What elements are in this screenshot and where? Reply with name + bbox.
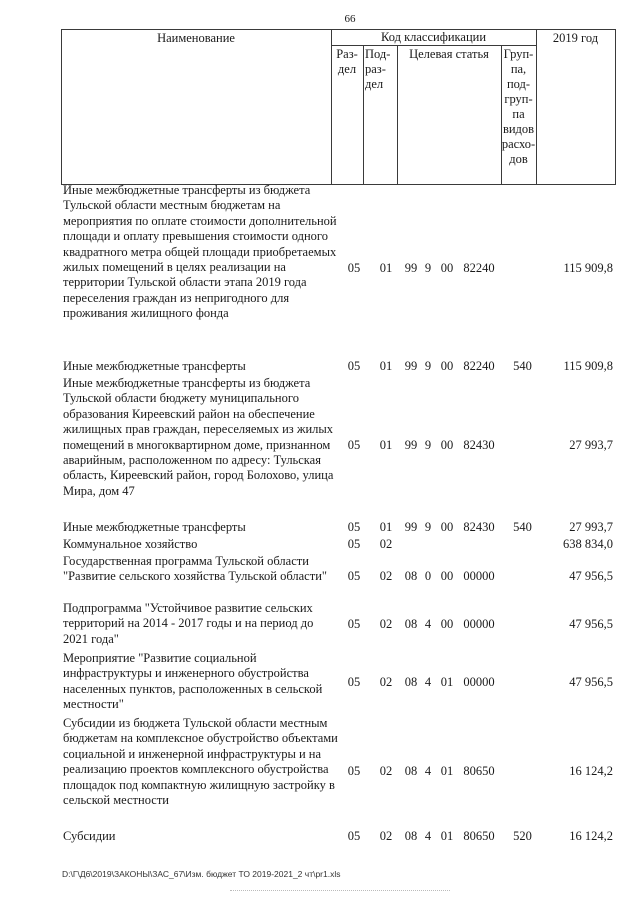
row-podrazdel: 02 — [379, 675, 393, 689]
row-amount: 27 993,7 — [569, 438, 613, 452]
table-header — [61, 29, 616, 185]
row-amount: 16 124,2 — [569, 829, 613, 843]
header-expense-group: Груп- па, под- груп- па видов расхо- дов — [501, 47, 536, 166]
row-razdel: 05 — [347, 617, 361, 631]
row-podrazdel: 01 — [379, 261, 393, 275]
row-cs-program: 99 — [404, 438, 418, 452]
row-name: Иные межбюджетные трансферты — [63, 359, 246, 373]
row-amount: 47 956,5 — [569, 675, 613, 689]
row-name: Коммунальное хозяйство — [63, 537, 198, 551]
row-cs-program: 99 — [404, 520, 418, 534]
row-razdel: 05 — [347, 261, 361, 275]
header-target-item: Целевая статья — [409, 47, 489, 61]
row-cs-event: 00 — [440, 569, 454, 583]
row-cs-program: 08 — [404, 569, 418, 583]
row-cs-event: 00 — [440, 359, 454, 373]
row-cs-event: 00 — [440, 261, 454, 275]
row-razdel: 05 — [347, 537, 361, 551]
row-expense-type: 540 — [513, 359, 532, 373]
header-name: Наименование — [157, 31, 235, 45]
row-name: Государственная программа Тульской области "Развитие сельского хозяйства Тульской области" — [63, 554, 327, 584]
row-name: Мероприятие "Развитие социальной инфраструктуры и инженерного обустройства населенных пунктов, расположенных в сельской местности" — [63, 651, 323, 712]
row-cs-direction: 00000 — [463, 675, 495, 689]
row-amount: 27 993,7 — [569, 520, 613, 534]
row-cs-subprogram: 9 — [424, 261, 432, 275]
scan-artifact — [230, 890, 450, 891]
row-podrazdel: 02 — [379, 569, 393, 583]
row-cs-subprogram: 9 — [424, 438, 432, 452]
row-podrazdel: 02 — [379, 764, 393, 778]
page-number: 66 — [344, 13, 356, 25]
row-razdel: 05 — [347, 520, 361, 534]
row-name: Иные межбюджетные трансферты — [63, 520, 246, 534]
row-cs-subprogram: 4 — [424, 617, 432, 631]
row-cs-event: 00 — [440, 520, 454, 534]
row-cs-direction: 82430 — [463, 520, 495, 534]
row-name: Субсидии из бюджета Тульской области местным бюджетам на комплексное обустройство объектами социальной и инженерной инфраструктуры и на реализацию проектов комплексного обустройства площадок под компактную жилищную застройку в сельской местности — [63, 716, 338, 808]
row-cs-direction: 82430 — [463, 438, 495, 452]
row-cs-subprogram: 4 — [424, 829, 432, 843]
row-podrazdel: 02 — [379, 617, 393, 631]
header-section: Раз- дел — [336, 47, 358, 76]
row-name: Подпрограмма "Устойчивое развитие сельских территорий на 2014 - 2017 годы и на период до 2021 года" — [63, 601, 314, 646]
row-amount: 16 124,2 — [569, 764, 613, 778]
row-razdel: 05 — [347, 438, 361, 452]
row-razdel: 05 — [347, 764, 361, 778]
row-podrazdel: 02 — [379, 537, 393, 551]
row-cs-direction: 80650 — [463, 829, 495, 843]
row-cs-subprogram: 0 — [424, 569, 432, 583]
row-cs-event: 01 — [440, 829, 454, 843]
row-name: Иные межбюджетные трансферты из бюджета Тульской области местным бюджетам на мероприятия по оплате стоимости дополнительной площади и оплату превышения стоимости одного квадратного метра общей площади приобретаемых жилых помещений в целях реализации на территории Тульской области этапа 2019 года переселения граждан из непригодного для проживания жилищного фонда — [63, 183, 337, 321]
row-cs-program: 08 — [404, 829, 418, 843]
row-cs-event: 00 — [440, 438, 454, 452]
header-subsection: Под- раз- дел — [365, 47, 391, 91]
header-year: 2019 год — [552, 31, 599, 45]
row-razdel: 05 — [347, 829, 361, 843]
row-name: Субсидии — [63, 829, 116, 843]
row-expense-type: 540 — [513, 520, 532, 534]
row-amount: 47 956,5 — [569, 569, 613, 583]
row-cs-subprogram: 4 — [424, 764, 432, 778]
row-cs-direction: 00000 — [463, 617, 495, 631]
row-cs-subprogram: 9 — [424, 520, 432, 534]
row-amount: 115 909,8 — [563, 359, 613, 373]
row-cs-direction: 00000 — [463, 569, 495, 583]
row-razdel: 05 — [347, 675, 361, 689]
row-amount: 115 909,8 — [563, 261, 613, 275]
row-podrazdel: 01 — [379, 359, 393, 373]
row-cs-direction: 82240 — [463, 359, 495, 373]
row-cs-program: 08 — [404, 617, 418, 631]
row-name: Иные межбюджетные трансферты из бюджета Тульской области бюджету муниципального образования Киреевский район на обеспечение жилищных прав граждан, переселяемых из жилых помещений в многоквартирном доме, признанном аварийным, расположенном по адресу: Тульская область, Киреевский район, город Болохово, улица Мира, дом 47 — [63, 376, 334, 498]
row-podrazdel: 01 — [379, 520, 393, 534]
row-cs-event: 01 — [440, 764, 454, 778]
row-cs-subprogram: 4 — [424, 675, 432, 689]
row-cs-program: 99 — [404, 359, 418, 373]
row-razdel: 05 — [347, 359, 361, 373]
row-podrazdel: 01 — [379, 438, 393, 452]
row-cs-program: 08 — [404, 675, 418, 689]
row-amount: 47 956,5 — [569, 617, 613, 631]
file-path-footer: D:\Г\Д6\2019\ЗАКОНЫ\ЗАС_67\Изм. бюджет ТО 2019-2021_2 чт\pr1.xls — [62, 869, 341, 879]
row-cs-event: 01 — [440, 675, 454, 689]
row-cs-subprogram: 9 — [424, 359, 432, 373]
row-razdel: 05 — [347, 569, 361, 583]
row-podrazdel: 02 — [379, 829, 393, 843]
row-expense-type: 520 — [513, 829, 532, 843]
row-amount: 638 834,0 — [563, 537, 613, 551]
row-cs-direction: 80650 — [463, 764, 495, 778]
row-cs-event: 00 — [440, 617, 454, 631]
row-cs-program: 99 — [404, 261, 418, 275]
header-classification: Код классификации — [380, 30, 487, 44]
row-cs-program: 08 — [404, 764, 418, 778]
row-cs-direction: 82240 — [463, 261, 495, 275]
